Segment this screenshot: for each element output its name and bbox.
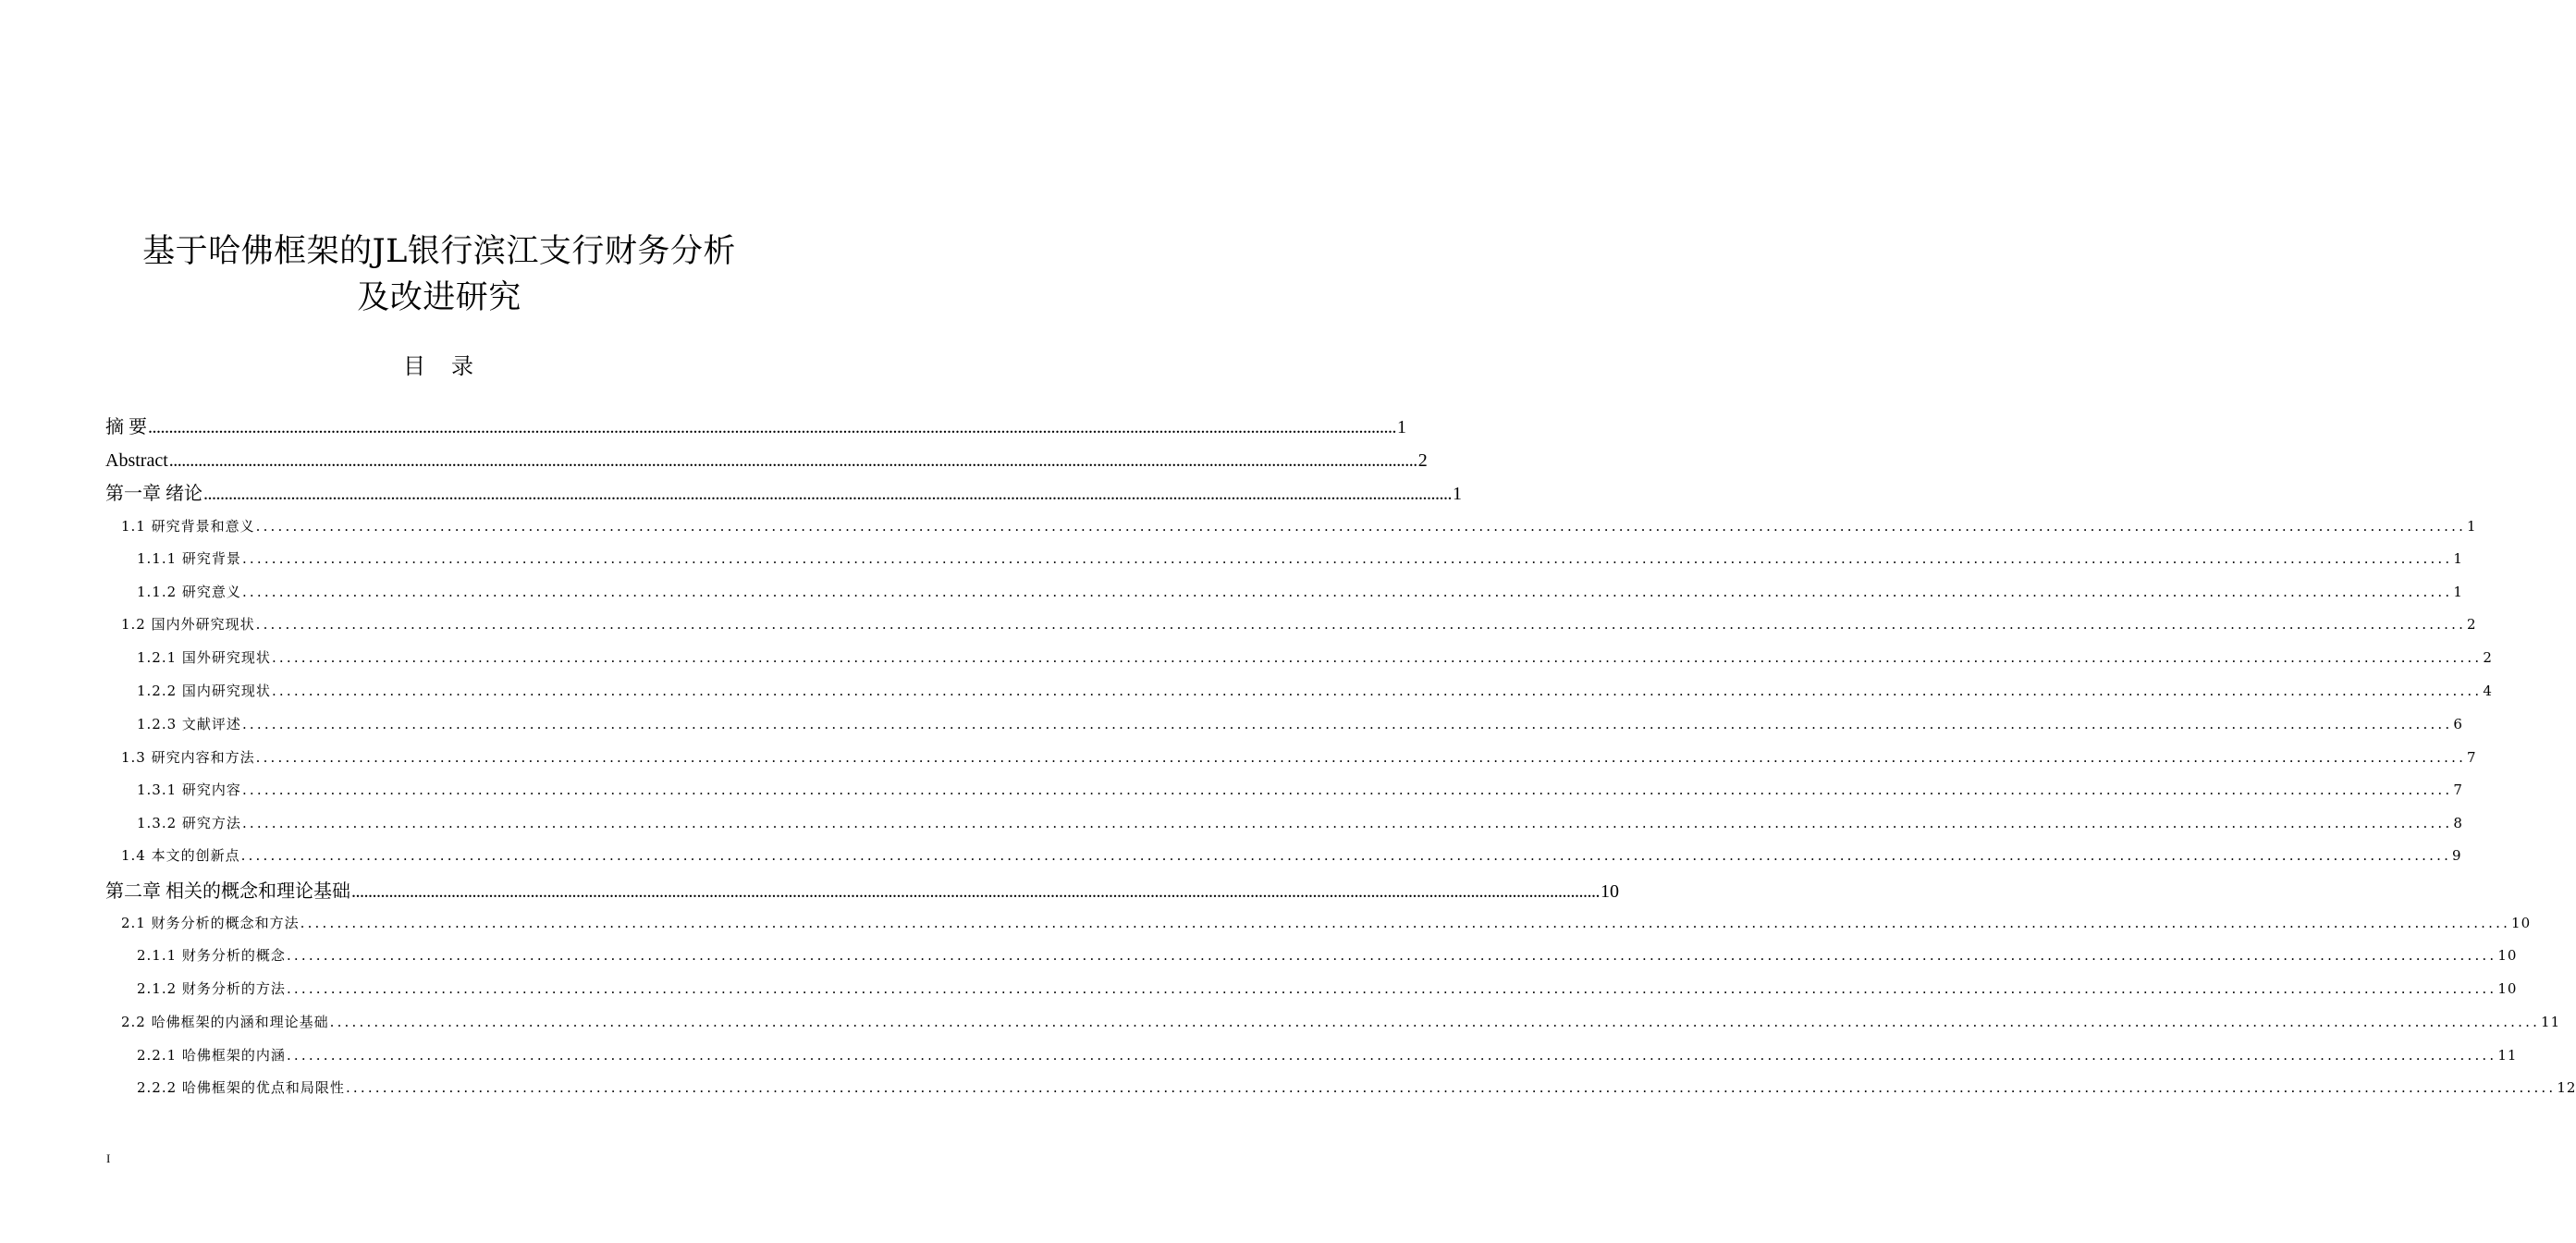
toc-entry-label: 1.4 本文的创新点 <box>121 847 240 864</box>
toc-dot-leader: ............................................................................................................................................................................................................................................................................................................ <box>255 616 2467 633</box>
document-title-line1: 基于哈佛框架的JL银行滨江支行财务分析 <box>142 233 736 270</box>
toc-entry[interactable] <box>137 548 2463 569</box>
toc-entry-label: 2.1.2 财务分析的方法 <box>137 980 286 997</box>
toc-entry[interactable] <box>137 1077 2576 1098</box>
toc-entry[interactable] <box>137 945 2518 966</box>
toc-entry-page: 8 <box>2453 815 2463 831</box>
toc-entry-page: 10 <box>2497 947 2518 964</box>
toc-entry-page: 2 <box>2467 616 2477 633</box>
toc-entry-page: 10 <box>2497 980 2518 997</box>
toc-dot-leader: ............................................................................................................................................................................................................................................................................................................ <box>240 847 2452 864</box>
toc-entry-label: 1.2.1 国外研究现状 <box>137 649 271 666</box>
toc-entry[interactable] <box>137 582 2463 602</box>
toc-heading-char2: 录 <box>451 353 475 379</box>
toc-entry[interactable] <box>121 1012 2561 1032</box>
toc-entry[interactable] <box>121 845 2462 866</box>
toc-entry-page: 1 <box>2453 584 2463 600</box>
toc-entry[interactable] <box>121 747 2477 768</box>
toc-entry-page: 1 <box>1397 417 1406 437</box>
toc-entry-label: 2.1.1 财务分析的概念 <box>137 947 286 964</box>
toc-entry[interactable] <box>137 813 2463 833</box>
toc-dot-leader: ............................................................................................................................................................................................................................................................................................................ <box>286 1047 2497 1064</box>
toc-entry-page: 10 <box>2511 915 2532 931</box>
toc-entry-page: 1 <box>1453 484 1462 504</box>
toc-entry-page: 7 <box>2467 749 2477 766</box>
toc-entry-page: 6 <box>2453 716 2463 732</box>
toc-dot-leader: ............................................................................................................................................................................................................................................................................................................ <box>329 1014 2541 1030</box>
toc-entry[interactable] <box>105 481 1462 507</box>
toc-entry-page: 11 <box>2541 1014 2561 1030</box>
toc-dot-leader: ............................................................................................................................................................................................................................................................................................................ <box>148 417 1396 437</box>
toc-entry-label: 2.2 哈佛框架的内涵和理论基础 <box>121 1014 329 1030</box>
toc-dot-leader: ............................................................................................................................................................................................................................................................................................................ <box>168 450 1417 471</box>
toc-dot-leader: ............................................................................................................................................................................................................................................................................................................ <box>241 550 2453 567</box>
toc-dot-leader: ............................................................................................................................................................................................................................................................................................................ <box>286 947 2497 964</box>
toc-entry-label: 第二章 相关的概念和理论基础 <box>105 881 350 902</box>
toc-entry-page: 11 <box>2497 1047 2518 1064</box>
footer-page-number: I <box>106 1151 111 1165</box>
toc-entry[interactable] <box>137 681 2493 701</box>
toc-entry-label: 2.1 财务分析的概念和方法 <box>121 915 300 931</box>
toc-entry-label: 第一章 绪论 <box>105 484 202 504</box>
toc-entry-label: 1.3 研究内容和方法 <box>121 749 255 766</box>
toc-dot-leader: ............................................................................................................................................................................................................................................................................................................ <box>241 815 2453 831</box>
toc-dot-leader: ............................................................................................................................................................................................................................................................................................................ <box>300 915 2511 931</box>
toc-entry-page: 10 <box>1601 881 1619 902</box>
toc-dot-leader: ............................................................................................................................................................................................................................................................................................................ <box>345 1079 2557 1096</box>
toc-entry-page: 7 <box>2453 781 2463 798</box>
toc-entry[interactable] <box>105 879 1619 905</box>
toc-dot-leader: ............................................................................................................................................................................................................................................................................................................ <box>255 749 2467 766</box>
toc-entry[interactable] <box>121 913 2532 933</box>
toc-entry-label: 2.2.2 哈佛框架的优点和局限性 <box>137 1079 345 1096</box>
toc-dot-leader: ............................................................................................................................................................................................................................................................................................................ <box>351 881 1600 902</box>
toc-entry-label: 1.3.1 研究内容 <box>137 781 241 798</box>
toc-entry[interactable] <box>121 516 2477 536</box>
document-title-line2: 及改进研究 <box>357 279 521 316</box>
toc-entry[interactable] <box>137 647 2493 668</box>
toc-entry-label: 1.1.2 研究意义 <box>137 584 241 600</box>
toc-heading-char1: 目 <box>403 353 427 379</box>
toc-entry-page: 4 <box>2483 683 2493 699</box>
toc-entry-page: 2 <box>2483 649 2493 666</box>
toc-dot-leader: ............................................................................................................................................................................................................................................................................................................ <box>241 584 2453 600</box>
toc-entry-label: 1.2.3 文献评述 <box>137 716 241 732</box>
toc-entry-label: 1.3.2 研究方法 <box>137 815 241 831</box>
toc-entry[interactable] <box>105 414 1406 440</box>
toc-dot-leader: ............................................................................................................................................................................................................................................................................................................ <box>241 781 2453 798</box>
toc-entry-label: Abstract <box>105 450 168 471</box>
toc-entry-label: 2.2.1 哈佛框架的内涵 <box>137 1047 286 1064</box>
toc-entry-page: 1 <box>2467 518 2477 535</box>
toc-entry-page: 1 <box>2453 550 2463 567</box>
toc-dot-leader: ............................................................................................................................................................................................................................................................................................................ <box>241 716 2453 732</box>
toc-entry-label: 1.2 国内外研究现状 <box>121 616 255 633</box>
toc-dot-leader: ............................................................................................................................................................................................................................................................................................................ <box>255 518 2467 535</box>
toc-entry[interactable] <box>137 978 2518 999</box>
toc-dot-leader: ............................................................................................................................................................................................................................................................................................................ <box>271 683 2483 699</box>
toc-entry[interactable] <box>121 614 2477 634</box>
toc-dot-leader: ............................................................................................................................................................................................................................................................................................................ <box>271 649 2483 666</box>
toc-entry[interactable] <box>105 448 1428 474</box>
toc-entry-label: 1.1 研究背景和意义 <box>121 518 255 535</box>
toc-entry-page: 2 <box>1417 450 1428 471</box>
toc-entry-page: 12 <box>2557 1079 2576 1096</box>
toc-entry-label: 摘 要 <box>105 417 147 437</box>
toc-entry-label: 1.2.2 国内研究现状 <box>137 683 271 699</box>
toc-entry-label: 1.1.1 研究背景 <box>137 550 241 567</box>
toc-dot-leader: ............................................................................................................................................................................................................................................................................................................ <box>203 484 1452 504</box>
toc-heading <box>0 351 878 381</box>
toc-entry-page: 9 <box>2452 847 2462 864</box>
toc-dot-leader: ............................................................................................................................................................................................................................................................................................................ <box>286 980 2497 997</box>
toc-entry[interactable] <box>137 780 2463 800</box>
toc-entry[interactable] <box>137 1045 2518 1065</box>
toc-entry[interactable] <box>137 714 2463 734</box>
